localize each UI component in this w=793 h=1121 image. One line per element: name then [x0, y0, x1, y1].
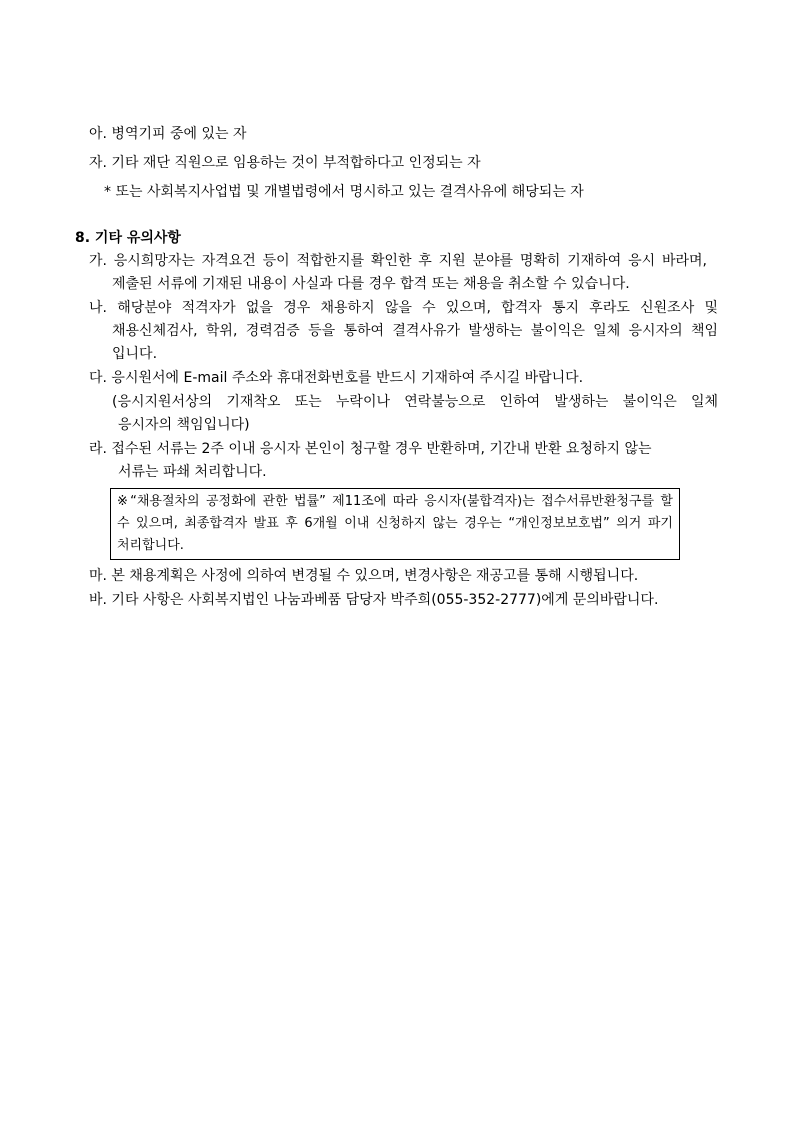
item-ra-line2: 서류는 파쇄 처리합니다.: [118, 464, 267, 480]
section-heading-notes: 8. 기타 유의사항: [75, 230, 181, 246]
notice-line1: ※“채용절차의 공정화에 관한 법률” 제11조에 따라 응시자(불합격자)는 접수서류반환청구를 할: [117, 494, 673, 509]
item-note-disqualification: * 또는 사회복지사업법 및 개별법령에서 명시하고 있는 결격사유에 해당되는 자: [104, 184, 584, 200]
item-ma: 마. 본 채용계획은 사정에 의하여 변경될 수 있으며, 변경사항은 재공고를 통해 시행됩니다.: [89, 568, 639, 584]
item-ja-unsuitable: 자. 기타 재단 직원으로 임용하는 것이 부적합하다고 인정되는 자: [89, 155, 481, 171]
item-ra-line1: 라. 접수된 서류는 2주 이내 응시자 본인이 청구할 경우 반환하며, 기간내 반환 요청하지 않는: [89, 441, 652, 457]
notice-line2: 수 있으며, 최종합격자 발표 후 6개월 이내 신청하지 않는 경우는 “개인정보보호법” 의거 파기: [117, 516, 673, 531]
item-da-line1: 다. 응시원서에 E-mail 주소와 휴대전화번호를 반드시 기재하여 주시길 바랍니다.: [89, 370, 584, 386]
item-na-line3: 입니다.: [112, 346, 158, 362]
notice-line3: 처리합니다.: [117, 538, 184, 553]
item-na-line1: 나. 해당분야 적격자가 없을 경우 채용하지 않을 수 있으며, 합격자 통지 후라도 신원조사 및: [89, 300, 718, 316]
item-ga-line1: 가. 응시희망자는 자격요건 등이 적합한지를 확인한 후 지원 분야를 명확히 기재하여 응시 바라며,: [89, 253, 707, 269]
item-a-military: 아. 병역기피 중에 있는 자: [89, 126, 247, 142]
item-da-line3: 응시자의 책임입니다): [118, 417, 250, 433]
item-ba-contact: 바. 기타 사항은 사회복지법인 나눔과베품 담당자 박주희(055-352-2777)에게 문의바랍니다.: [89, 592, 659, 608]
item-da-line2: (응시지원서상의 기재착오 또는 누락이나 연락불능으로 인하여 발생하는 불이익은 일체: [112, 394, 718, 410]
item-ga-line2: 제출된 서류에 기재된 내용이 사실과 다를 경우 합격 또는 채용을 취소할 수 있습니다.: [112, 276, 630, 292]
notice-box: [110, 488, 680, 560]
item-na-line2: 채용신체검사, 학위, 경력검증 등을 통하여 결격사유가 발생하는 불이익은 일체 응시자의 책임: [112, 323, 718, 339]
